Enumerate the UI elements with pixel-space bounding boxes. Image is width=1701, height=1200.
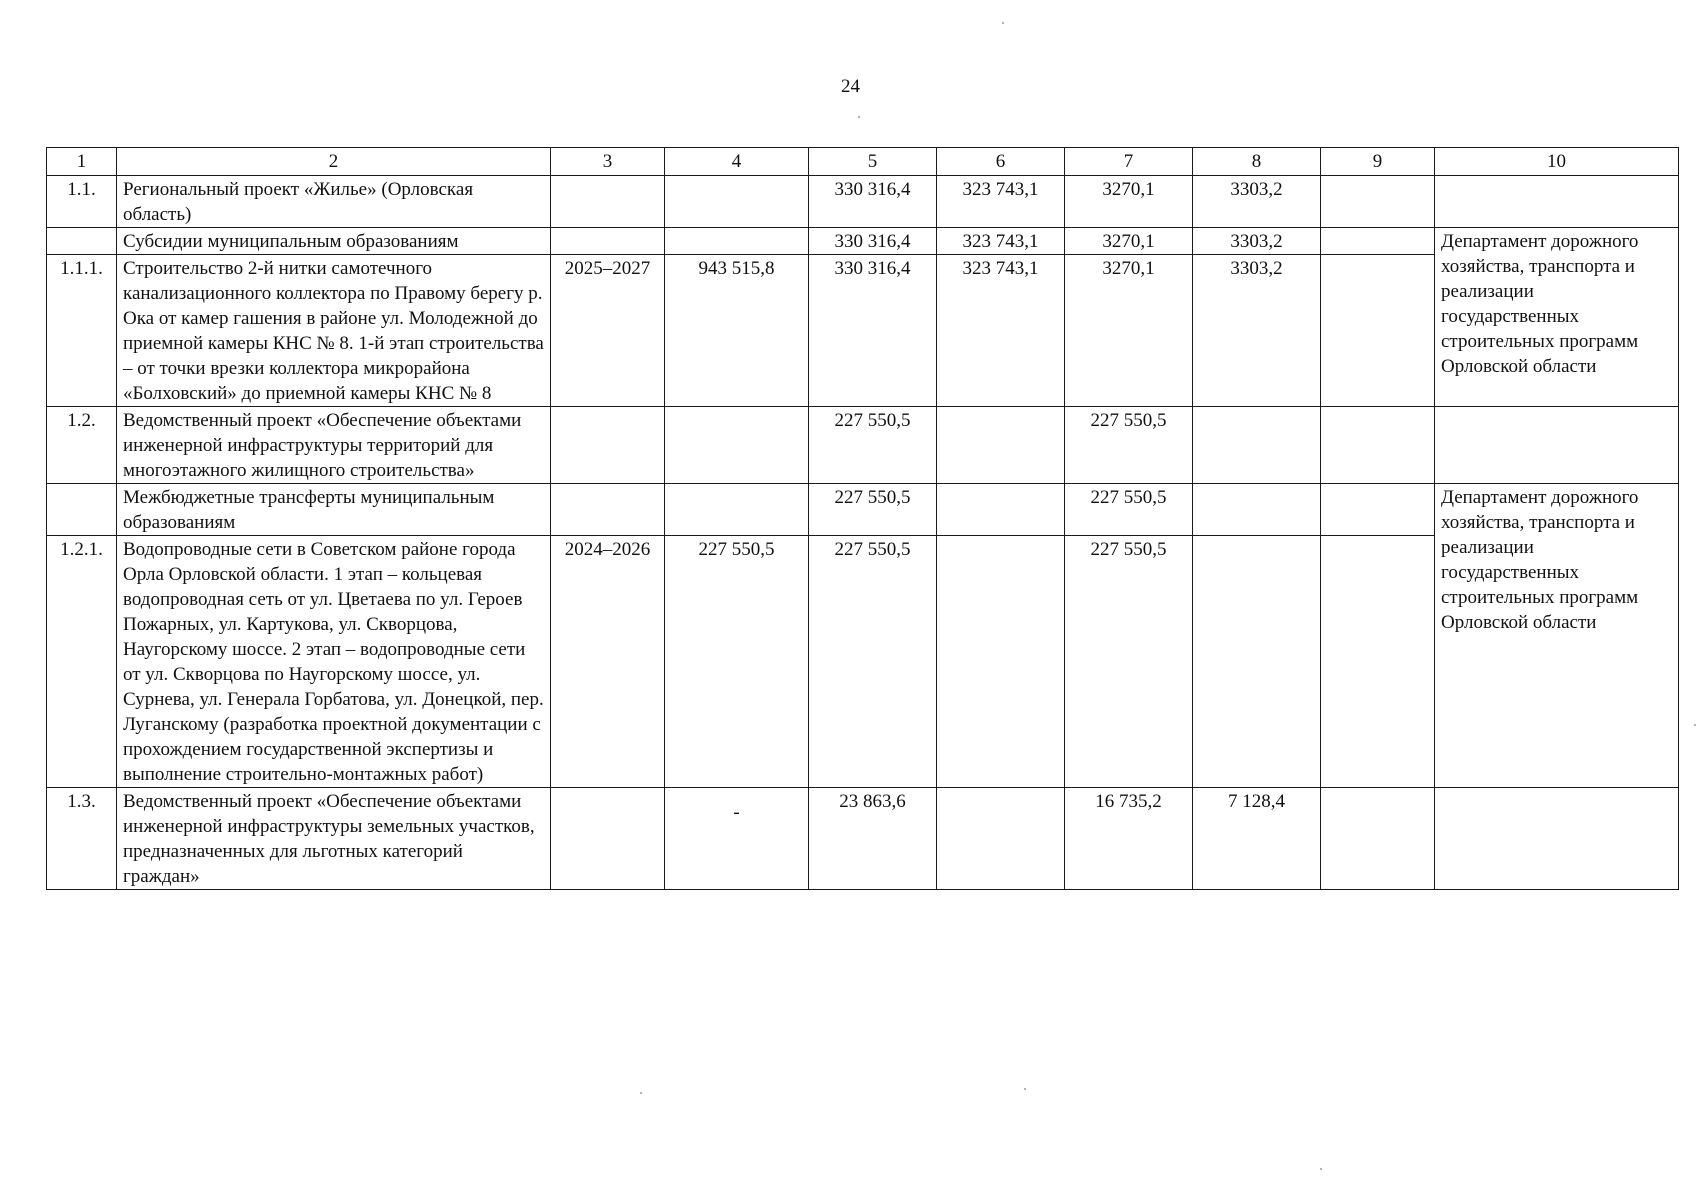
row-number: 1.1. <box>47 176 117 228</box>
row-col7: 227 550,5 <box>1065 536 1193 788</box>
row-col5: 330 316,4 <box>809 228 937 255</box>
table-row <box>47 536 1679 788</box>
header-cell: 1 <box>47 148 117 176</box>
row-col6: 323 743,1 <box>937 176 1065 228</box>
header-cell: 10 <box>1435 148 1679 176</box>
row-name: Водопроводные сети в Советском районе города Орла Орловской области. 1 этап – кольцевая водопроводная сеть от ул. Цветаева по ул. Героев Пожарных, ул. Картукова, ул. Скворцова, Наугорскому шоссе. 2 этап – водопроводные сети от ул. Скворцова по Наугорскому шоссе, ул. Сурнева, ул. Генерала Горбатова, ул. Донецкой, пер. Луганскому (разработка проектной документации с прохождением государственной экспертизы и выполнение строительно-монтажных работ) <box>117 536 551 788</box>
row-col9 <box>1321 788 1435 890</box>
table-row <box>47 255 1679 407</box>
row-period <box>551 788 665 890</box>
row-col8: 7 128,4 <box>1193 788 1321 890</box>
row-number <box>47 484 117 536</box>
row-total <box>665 484 809 536</box>
table-row <box>47 484 1679 536</box>
row-total: 227 550,5 <box>665 536 809 788</box>
row-responsible-department: Департамент дорожного хозяйства, транспорта и реализации государственных строительных программ Орловской области <box>1435 484 1679 788</box>
row-col7: 3270,1 <box>1065 255 1193 407</box>
row-name: Межбюджетные трансферты муниципальным образованиям <box>117 484 551 536</box>
row-total: - <box>665 788 809 890</box>
row-col7: 3270,1 <box>1065 228 1193 255</box>
row-col9 <box>1321 484 1435 536</box>
row-col9 <box>1321 407 1435 484</box>
row-number: 1.2.1. <box>47 536 117 788</box>
row-col9 <box>1321 176 1435 228</box>
row-total <box>665 228 809 255</box>
header-cell: 2 <box>117 148 551 176</box>
scan-speck <box>1002 22 1004 24</box>
row-period <box>551 484 665 536</box>
row-col6 <box>937 407 1065 484</box>
header-cell: 3 <box>551 148 665 176</box>
row-col9 <box>1321 228 1435 255</box>
table-row <box>47 407 1679 484</box>
row-col6 <box>937 536 1065 788</box>
row-number: 1.3. <box>47 788 117 890</box>
row-total <box>665 176 809 228</box>
header-cell: 6 <box>937 148 1065 176</box>
row-responsible <box>1435 176 1679 228</box>
row-period <box>551 407 665 484</box>
row-period: 2025–2027 <box>551 255 665 407</box>
row-col8: 3303,2 <box>1193 228 1321 255</box>
row-col5: 330 316,4 <box>809 255 937 407</box>
row-responsible <box>1435 788 1679 890</box>
program-table <box>46 147 1679 890</box>
table-row <box>47 228 1679 255</box>
row-number: 1.2. <box>47 407 117 484</box>
row-col8 <box>1193 484 1321 536</box>
row-col9 <box>1321 255 1435 407</box>
row-name: Строительство 2-й нитки самотечного канализационного коллектора по Правому берегу р. Ока от камер гашения в районе ул. Молодежной до приемной камеры КНС № 8. 1-й этап строительства – от точки врезки коллектора микрорайона «Болховский» до приемной камеры КНС № 8 <box>117 255 551 407</box>
row-number <box>47 228 117 255</box>
row-col9 <box>1321 536 1435 788</box>
row-col7: 227 550,5 <box>1065 407 1193 484</box>
row-number: 1.1.1. <box>47 255 117 407</box>
row-period <box>551 176 665 228</box>
row-col8: 3303,2 <box>1193 176 1321 228</box>
row-col7: 16 735,2 <box>1065 788 1193 890</box>
header-cell: 8 <box>1193 148 1321 176</box>
row-responsible <box>1435 407 1679 484</box>
row-col5: 227 550,5 <box>809 484 937 536</box>
row-col6 <box>937 484 1065 536</box>
row-col6 <box>937 788 1065 890</box>
row-total <box>665 407 809 484</box>
row-total: 943 515,8 <box>665 255 809 407</box>
row-name: Субсидии муниципальным образованиям <box>117 228 551 255</box>
row-col6: 323 743,1 <box>937 228 1065 255</box>
row-col5: 23 863,6 <box>809 788 937 890</box>
scan-speck <box>1320 1168 1322 1170</box>
page-number: 24 <box>841 76 860 97</box>
row-col8 <box>1193 536 1321 788</box>
row-col5: 227 550,5 <box>809 407 937 484</box>
row-period: 2024–2026 <box>551 536 665 788</box>
table-row <box>47 176 1679 228</box>
scan-speck <box>1024 1088 1026 1090</box>
scan-speck <box>640 1092 642 1094</box>
header-cell: 4 <box>665 148 809 176</box>
row-col8 <box>1193 407 1321 484</box>
row-col5: 227 550,5 <box>809 536 937 788</box>
row-name: Ведомственный проект «Обеспечение объектами инженерной инфраструктуры территорий для многоэтажного жилищного строительства» <box>117 407 551 484</box>
row-col7: 227 550,5 <box>1065 484 1193 536</box>
scan-speck <box>1694 724 1696 726</box>
table-header-row <box>47 148 1679 176</box>
table-row <box>47 788 1679 890</box>
row-period <box>551 228 665 255</box>
header-cell: 5 <box>809 148 937 176</box>
row-col7: 3270,1 <box>1065 176 1193 228</box>
row-name: Ведомственный проект «Обеспечение объектами инженерной инфраструктуры земельных участков, предназначенных для льготных категорий граждан» <box>117 788 551 890</box>
header-cell: 9 <box>1321 148 1435 176</box>
row-name: Региональный проект «Жилье» (Орловская область) <box>117 176 551 228</box>
row-col5: 330 316,4 <box>809 176 937 228</box>
row-col6: 323 743,1 <box>937 255 1065 407</box>
header-cell: 7 <box>1065 148 1193 176</box>
row-responsible-department: Департамент дорожного хозяйства, транспорта и реализации государственных строительных программ Орловской области <box>1435 228 1679 407</box>
scan-speck <box>858 116 860 118</box>
row-col8: 3303,2 <box>1193 255 1321 407</box>
